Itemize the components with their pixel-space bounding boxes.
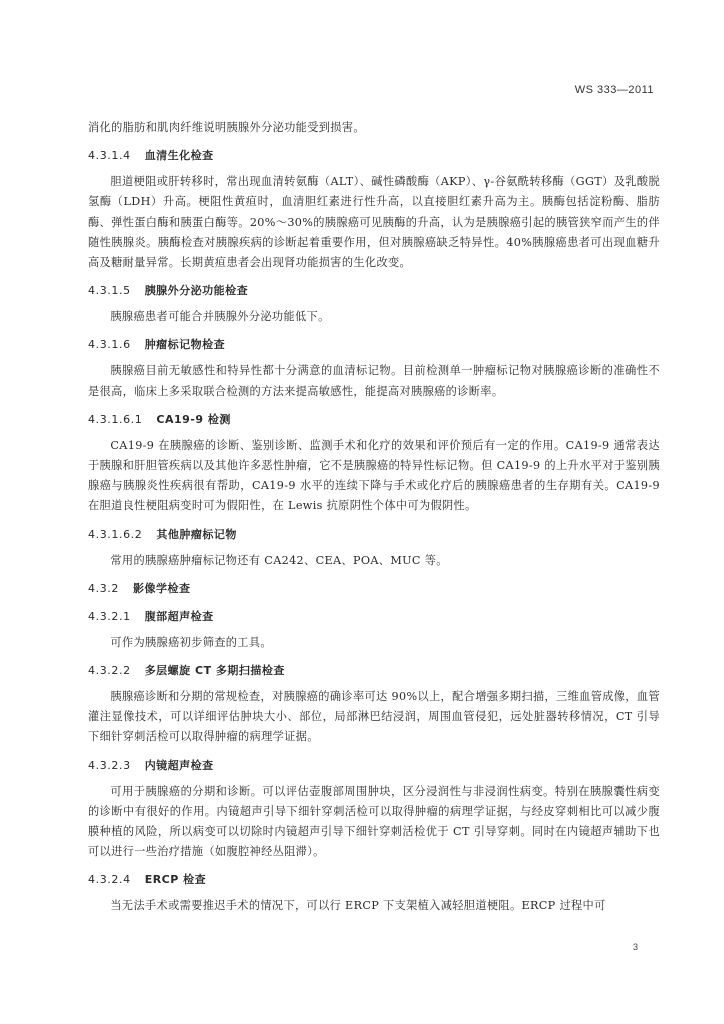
section-heading bbox=[88, 756, 660, 776]
section-title: 胰腺外分泌功能检查 bbox=[144, 284, 249, 298]
section-title: ERCP 检查 bbox=[144, 873, 207, 887]
body-paragraph: 胆道梗阻或肝转移时，常出现血清转氨酶（ALT）、碱性磷酸酶（AKP）、γ-谷氨酰转移酶（GGT）及乳酸脱氢酶（LDH）升高。梗阻性黄疸时，血清胆红素进行性升高，以直接胆红素升高为主。胰酶包括淀粉酶、脂肪酶、弹性蛋白酶和胰蛋白酶等。20%～30%的胰腺癌可见胰酶的升高，认为是胰腺癌引起的胰管狭窄而产生的伴随性胰腺炎。胰酶检查对胰腺疾病的诊断起着重要作用，但对胰腺癌缺乏特异性。40%胰腺癌患者可出现血糖升高及糖耐量异常。长期黄疸患者会出现肾功能损害的生化改变。 bbox=[88, 175, 660, 270]
body-paragraph: 胰腺癌目前无敏感性和特异性都十分满意的血清标记物。目前检测单一肿瘤标记物对胰腺癌诊断的准确性不是很高，临床上多采取联合检测的方法来提高敏感性，能提高对胰腺癌的诊断率。 bbox=[88, 364, 660, 398]
body-paragraph: 当无法手术或需要推迟手术的情况下，可以行 ERCP 下支架植入减轻胆道梗阻。ERCP 过程中可 bbox=[110, 899, 606, 913]
section-number: 4.3.1.4 bbox=[88, 149, 131, 163]
section-title: CA19-9 检测 bbox=[156, 412, 231, 426]
section-number: 4.3.2.3 bbox=[88, 758, 131, 772]
section-heading bbox=[88, 607, 660, 627]
section-number: 4.3.1.6.1 bbox=[88, 412, 143, 426]
body-paragraph: 胰腺癌诊断和分期的常规检查，对胰腺癌的确诊率可达 90%以上，配合增强多期扫描，三维血管成像，血管灌注显像技术，可以详细评估肿块大小、部位，局部淋巴结浸润，周围血管侵犯，远处脏器转移情况，CT 引导下细针穿刺活检可以取得肿瘤的病理学证据。 bbox=[88, 690, 660, 744]
section-heading bbox=[88, 579, 660, 599]
section-heading bbox=[88, 281, 660, 301]
body-paragraph: 消化的脂肪和肌肉纤维说明胰腺外分泌功能受到损害。 bbox=[88, 121, 365, 134]
body-paragraph: 胰腺癌患者可能合并胰腺外分泌功能低下。 bbox=[110, 310, 330, 324]
section-heading bbox=[88, 525, 660, 545]
section-heading bbox=[88, 335, 660, 355]
section-number: 4.3.2.1 bbox=[88, 609, 131, 623]
section-number: 4.3.2 bbox=[88, 581, 119, 595]
section-title: 肿瘤标记物检查 bbox=[144, 338, 226, 352]
section-number: 4.3.1.5 bbox=[88, 284, 131, 298]
section-title: 腹部超声检查 bbox=[144, 609, 214, 623]
section-number: 4.3.2.4 bbox=[88, 873, 131, 887]
section-number: 4.3.1.6 bbox=[88, 338, 131, 352]
standard-code: WS 333—2011 bbox=[574, 84, 654, 96]
section-title: 内镜超声检查 bbox=[144, 758, 214, 772]
section-title: 其他肿瘤标记物 bbox=[156, 527, 237, 541]
page-content bbox=[88, 118, 660, 917]
section-title: 多层螺旋 CT 多期扫描检查 bbox=[144, 664, 285, 678]
page-number: 3 bbox=[632, 942, 638, 952]
section-title: 影像学检查 bbox=[133, 581, 191, 595]
body-paragraph: 常用的胰腺癌肿瘤标记物还有 CA242、CEA、POA、MUC 等。 bbox=[110, 553, 448, 567]
section-heading bbox=[88, 870, 660, 890]
section-heading bbox=[88, 146, 660, 166]
section-title: 血清生化检查 bbox=[144, 149, 214, 163]
body-paragraph: CA19-9 在胰腺癌的诊断、鉴别诊断、监测手术和化疗的效果和评价预后有一定的作用。CA19-9 通常表达于胰腺和肝胆管疾病以及其他许多恶性肿瘤，它不是胰腺癌的特异性标记物。但 CA19-9 的上升水平对于鉴别胰腺癌与胰腺炎性疾病很有帮助，CA19-9 水平的连续下降与手术或化疗后的胰腺癌患者的生存期有关。CA19-9 在胆道良性梗阻病变时可为假阳性，在 Lewis 抗原阴性个体中可为假阴性。 bbox=[88, 438, 660, 513]
body-paragraph: 可作为胰腺癌初步筛查的工具。 bbox=[110, 635, 272, 649]
section-number: 4.3.1.6.2 bbox=[88, 527, 143, 541]
section-heading bbox=[88, 661, 660, 681]
section-heading bbox=[88, 410, 660, 430]
section-number: 4.3.2.2 bbox=[88, 664, 131, 678]
body-paragraph: 可用于胰腺癌的分期和诊断。可以评估壶腹部周围肿块，区分浸润性与非浸润性病变。特别在胰腺囊性病变的诊断中有很好的作用。内镜超声引导下细针穿刺活检可以取得肿瘤的病理学证据，与经皮穿刺相比可以减少腹膜种植的风险，所以病变可以切除时内镜超声引导下细针穿刺活检优于 CT 引导穿刺。同时在内镜超声辅助下也可以进行一些治疗措施（如腹腔神经丛阻滞）。 bbox=[88, 784, 660, 859]
